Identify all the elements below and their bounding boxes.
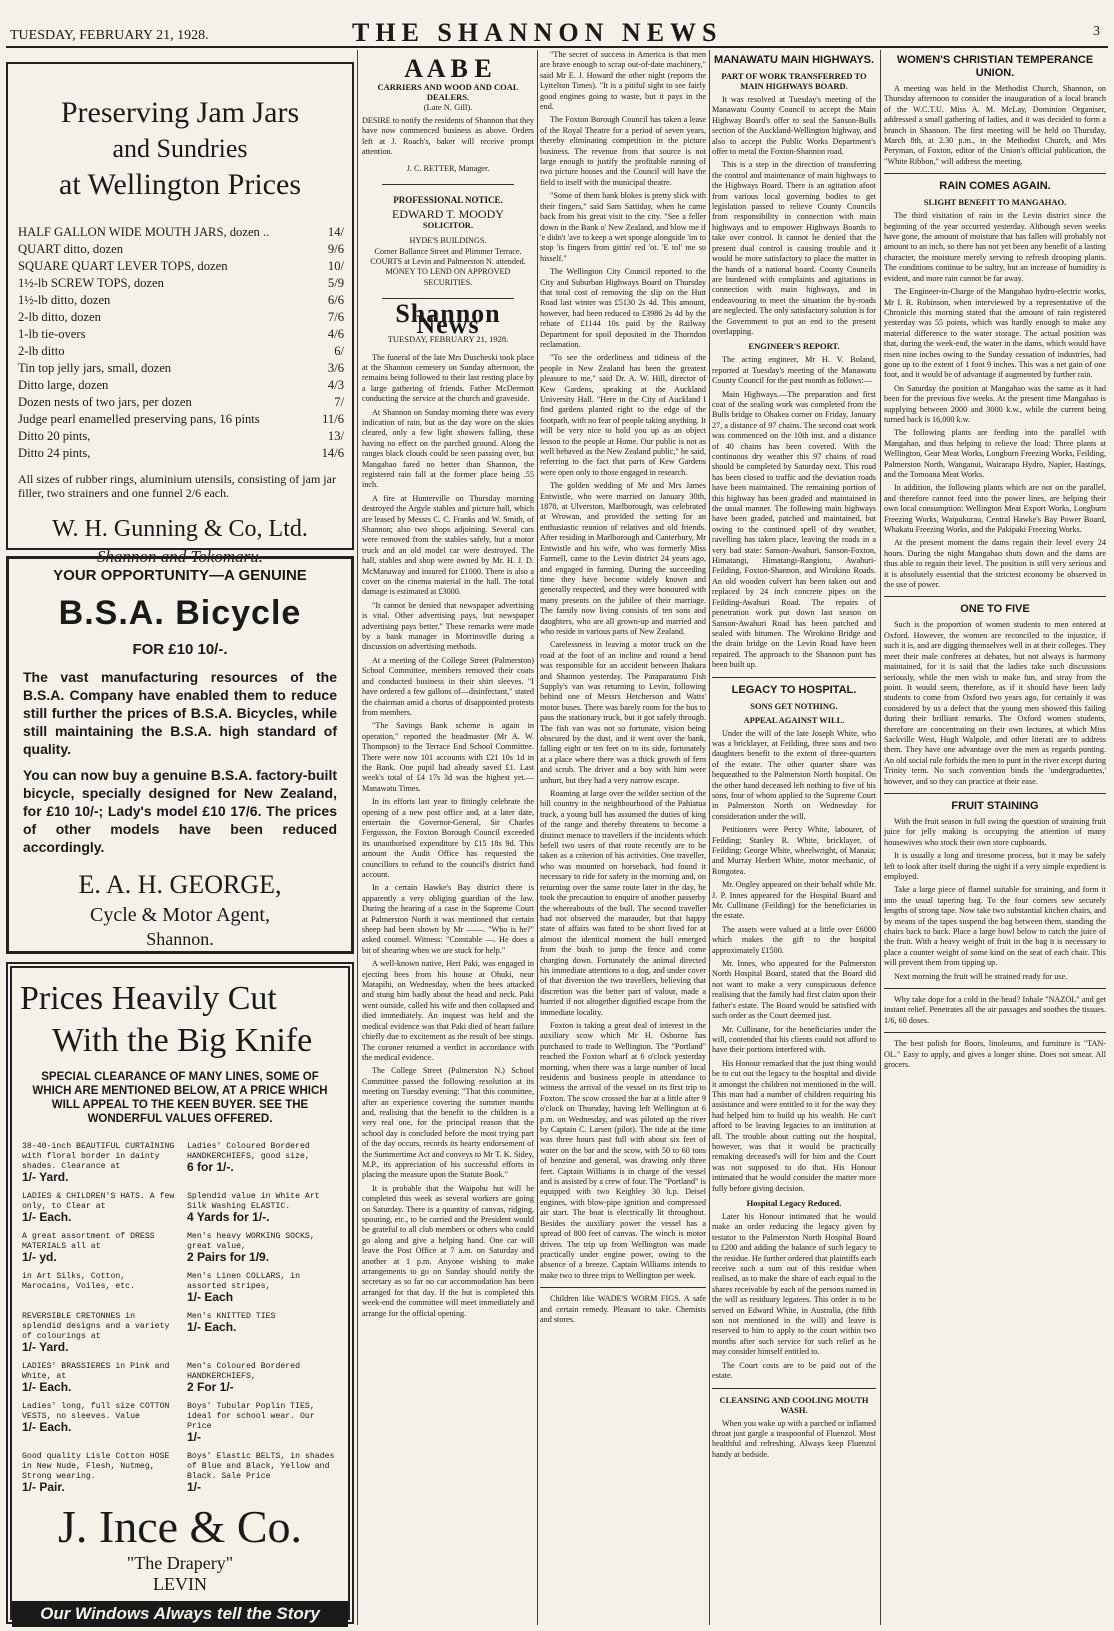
item-name: HALF GALLON WIDE MOUTH JARS, dozen .. [18,225,270,239]
advert-headline: Preserving Jam Jars [60,96,300,129]
article-body [712,729,876,1194]
paragraph: With the fruit season in full swing the question of straining fruit juice for jelly making is occupying the attention of many housewives who stock their own store cupboards. [884,816,1106,847]
clearance-item [22,1452,175,1492]
price-row [18,224,344,241]
clearance-item [22,1402,175,1442]
clearance-item-price: 2 Pairs for 1/9. [187,1250,270,1264]
article-headline: WOMEN'S CHRISTIAN TEMPERANCE UNION. [896,54,1094,79]
clearance-item [187,1312,340,1352]
paragraph: Roaming at large over the wilder section of the hill country in the neighbourhood of the Pahiatua track, a young bull has assumed the duties of king of the range and thereby threatens to become a distinct menace to travellers if the incidents which befell two users of that route recently are to be taken as a criterion of his activities. One traveller, who was mounted on horseback, had found it necessary to ride for safety in the morning and, on returning over the same route later in the day, he took the precaution to enquire of another passerby the whereabouts of the bull. The second traveller had not observed the marauder, but that happy state of affairs was fated to be short lived for at almost the identical moment the bull emerged from the bush to jump the fence and come charging down. Fortunately the animal directed his immediate attentions to a dog, and under cover of that diversion the two travellers, believing that discretion was the better part of valour, made a hurried if not altogether dignified escape from the immediate locality. [540,789,706,1017]
item-name: 1-lb tie-overs [18,327,86,341]
item-price: 7/6 [327,310,344,324]
clearance-item-text: Men's Coloured Bordered HANDKERCHIEFS, [187,1362,301,1381]
paragraph: The third visitation of rain in the Levin district since the beginning of the year occurred yesterday. Although seven weeks have gone, the amount of moisture that has fallen will probably not amount to an inch, so there has not yet been any benefit of a lasting character, the moisture merely serving to refresh drooping plants. The conditions continue to be sultry, but an increase of humidity is evident, and more rain cannot be far away. [884,211,1106,283]
solicitor-title: SOLICITOR. [422,219,474,230]
advert-subheadline: and Sundries [112,134,248,163]
article-body: Such is the proportion of women students to men entered at Oxford. However, the women are reconciled to the injustice, if such it is, and are digging themselves well in at their colleges. They meet their male confreres at debates, but not always is harmony maintained, for it is said that the ladies take such discussions seriously, while the men wish to make fun, and stray from the point. It would seem, therefore, as if it should have been lady students to come from Oxford two years ago, for certainly it was considered by us a defect that the young men showed this failing during their brilliant remarks. The Oxford women students, therefore are concentrating on their own lectures, at which Miss Sackville West, Hugh Walpole, and other literati are to address them. They have one advantage over the men as regards punting. An old social rule forbids the men to punt in the river except during Trinity term. No such convention binds the 'undergraduettes,' however, and so they can practice at their ease. [884,620,1106,786]
article-body [884,817,1106,982]
clearance-item-text: Boys' Tubular Poplin TIES, ideal for school wear. Our Price [187,1402,315,1431]
clearance-item [22,1192,175,1222]
article-body [884,211,1106,590]
masthead-date: TUESDAY, FEBRUARY 21, 1928. [10,28,209,43]
item-price: 9/6 [327,242,344,256]
clearance-item [187,1232,340,1262]
paragraph: Mr. Ongley appeared on their behalf while Mr. J. P. Innes appeared for the Hospital Board and Mr. Cullinane (Feilding) for the beneficiaries in the estate. [712,880,876,921]
article-body [712,1212,876,1382]
item-name: 1½-lb SCREW TOPS, dozen [18,276,164,290]
item-name: SQUARE QUART LEVER TOPS, dozen [18,259,228,273]
clearance-item-text: Boys' Elastic BELTS, in shades of Blue and Black, Yellow and Black. Sale Price [187,1452,335,1481]
advert-wades-worm-figs: Children like WADE'S WORM FIGS. A safe and certain remedy. Pleasant to take. Chemists and stores. [540,1294,706,1324]
advert-fluenzol: When you wake up with a parched or inflamed throat just gargle a teaspoonful of Fluenzol. Most healthful and refreshing. Always keep Fluenzol handy at bedside. [712,1418,876,1459]
paragraph: Later his Honour intimated that he would make an order reducing the legacy given by testator to the Palmerston North Hospital Board to £200 and adding the balance of such legacy to the residue. He further ordered that plaintiffs each receive such a sum out of this residue when realised, as to make the share of each equal to the shares receivable by each of the persons named in the will as residuary legatees. This order is to be served on Edward White, in Australia, (the fifth son not mentioned in the will) and leave is reserved to him to apply to the court within two months after such service for such relief as he may consider himself entitled to. [712,1212,876,1357]
item-name: Ditto large, dozen [18,378,109,392]
clearance-item-price: 1/- Each. [22,1380,72,1394]
divider [382,184,514,185]
masthead [0,0,1114,48]
solicitor-courts: COURTS at Levin and Palmerston N. attended. [370,257,526,267]
paragraph: In addition, the following plants which are not on the parallel, and therefore cannot feed into the power lines, are helping their own local consumption: Wellington Meat Export Works, Longburn Freezing Works, Waipukurau, Central Hawke's Bay Power Board, Whakatu Freezing Works, and the Pakipaki Freezing Works. [884,483,1106,535]
clearance-item [22,1232,175,1262]
item-name: 2-lb ditto [18,344,65,358]
paragraph: The golden wedding of Mr and Mrs James Entwistle, who were married on January 30th, 1878, at Ulverston, Marlborough, was celebrated at Wrowan, and provided the setting for an enthusiastic reunion of relatives and old friends. After residing in Marlborough and Canterbury, Mr Entwistle and his wife, who was formerly Miss Farmell, came to the Levin district 24 years ago, and engaged in farming. During the succeeding time they have become widely known and generally respected, and they were honoured with many presents on the jubilee of their marriage. The family now living consists of ten sons and daughters, who are all grown-up and married and who reside in various parts of New Zealand. [540,481,706,636]
clearance-item-text: Men's heavy WORKING SOCKS, great value, [187,1232,315,1251]
column-divider [709,50,710,1625]
paragraph: Carelessness in leaving a motor truck on the road at the foot of an incline and round a bend was responsible for an accident between Ihakara and Shannon yesterday. The Paraparaumu Fish Supply's van was returning to Levin, following behind one of Messrs Hetcherson and Watts' motor buses. There was barely room for the bus to pass the stationary truck, but it got safely through. The fish van was not so fortunate, vision being obscured by the dust, and it went over the bank, falling eight or ten feet on to its side, fortunately at a place where there was a thick growth of fern and scrub. The driver and a boy with him were unhurt, but they had a very narrow escape. [540,640,706,785]
paragraph: The acting engineer, Mr H. V. Boland, reported at Tuesday's meeting of the Manawatu County Council for the past month as follows:— [712,355,876,386]
paragraph: The assets were valued at a little over £6000 which makes the gift to the hospital approximately £1500. [712,924,876,955]
paragraph: In its efforts last year to fittingly celebrate the opening of a new post office and, at a later date, entertain the Governor-General, Sir Charles Fergusson, the Foxton Borough Council exceeded its unauthorised expenditure by £15 18s 9d. This amount the Audit Office has requested the councillors to refund to the council's district fund account. [362,797,534,879]
paragraph: "It cannot be denied that newspaper advertising is vital. Other advertising pays, but newspaper advertising pays better." These remarks were made by a bank manager in Morrinsville during a discussion on advertising methods. [362,600,534,652]
paragraph: The College Street (Palmerston N.) School Committee passed the following resolution at its meeting on Tuesday evening: "That this committee, after an experience covering the summer months and, realising that the benefit to the children is a very real one, for the principal reason that the school day is concluded before the most trying part of the day occurs, records its hearty endorsement of the Summertime Act and conveys to Mr T. K. Sidey, M.P., its appreciation of his successful efforts in placing the measure upon the Statute Book." [362,1066,534,1180]
paragraph: It is probable that the Waipohu hut will be completed this week as several workers are going on Saturday. There is a quantity of canvas, ridging, spouting, etc., to be carried and the President would be grateful to all club members or others who could go along and give a helping hand. One car will leave the Post Office at 7 a.m. on Saturday and another at 1 p.m. Anyone wishing to make arrangements to go on Sunday should notify the secretary as so far no car accommodation has been arranged for that day. If the hut is completed this week-end the committee will meet immediately and arrange for the official opening. [362,1183,534,1318]
article-body [712,95,876,337]
item-price: 14/6 [321,446,344,460]
masthead-rule [6,46,1108,48]
clearance-item-text: Splendid value in White Art Silk Washing ELASTIC. [187,1192,320,1211]
paragraph: The Court costs are to be paid out of the estate. [712,1360,876,1381]
editorial-date: TUESDAY, FEBRUARY 21, 1928. [387,334,509,345]
clearance-item-text: 38-40-inch BEAUTIFUL CURTAINING with floral border in dainty shades. Clearance at [22,1142,175,1171]
advert-aabe-subtitle: CARRIERS AND WOOD AND COAL DEALERS. [377,82,519,102]
advert-tagline: "The Drapery" [126,1553,234,1573]
clearance-item [187,1192,340,1222]
advert-aabe-late: (Late N. Gill). [423,102,473,112]
divider [712,677,876,678]
clearance-item-text: LADIES' BRASSIERES in Pink and White, at [22,1362,170,1381]
paragraph: It was resolved at Tuesday's meeting of the Manawatu County Council to accept the Main Highway Board's offer to seal the Sanson-Bulls section of the Auckland-Wellington highway, and also to accept the Public Works Department's offer to metal the Foxton-Shannon road. [712,95,876,157]
advert-aabe-notice: DESIRE to notify the residents of Shannon that they have now commenced business as above. Orders left at J. Roach's, baker will receive prompt attention. [362,116,534,157]
clearance-item-text: A great assortment of DRESS MATERIALS all at [22,1232,155,1251]
clearance-item-text: REVERSIBLE CRETONNES in splendid designs and a variety of colourings at [22,1312,170,1341]
price-row [18,428,344,445]
item-price: 7/ [334,395,344,409]
item-price: 11/6 [322,412,344,426]
column-divider [357,50,358,1625]
news-paragraphs [540,50,706,1281]
solicitor-building: HYDE'S BUILDINGS. [409,236,487,246]
paragraph: The Wellington City Council reported to the City and Suburban Highways Board on Thursday that total cost of removing the slip on the Hutt Road last winter was £5130 2s 4d. This amount, however, had been reduced to £3986 2s 4d by the rebate of £1144 10s paid by the Railway Department for spoil deposited in the Thorndon reclamation. [540,267,706,349]
clearance-item-price: 1/- Yard. [22,1170,69,1184]
paragraph: Foxton is taking a great deal of interest in the auxiliary scow which Mr H. Osborne has purchased to trade to Wellington. The "Portland" reached the Foxton wharf at 6 o'clock yesterday morning, when there was a large number of local residents and business people in attendance to witness the arrival of the vessel on its first trip to Foxton. The scow crossed the bar at a little after 9 o'clock on Thursday, having left Wellington at 6 p.m. on Wednesday, and was piloted up the river by Captain C. Larsen (pilot). The tide at the time was three hours past full with about six feet of water on the bar and the scow, with 50 to 60 tons of benzine and general, was drawing only three feet. Captain Williams is in charge of the vessel and is assisted by a crew of four. The "Portland" is equipped with two Keighley 30 h.p. Deisel engines, with blow-pipe ignition and compressed air start. The boat is electrically lit throughout. Besides the auxiliary power the vessel has a spread of 800 feet of canvas. The winch is motor driven. The trip up from Wellington was made practically under engine power, owing to the absence of a breeze. Captain Williams intends to make two to three trips to Wellington per week. [540,1020,706,1280]
price-row [18,343,344,360]
clearance-item-price: 6 for 1/-. [187,1160,234,1174]
advert-headline: With the Big Knife [52,1022,313,1059]
clearance-item [22,1312,175,1352]
clearance-item-price: 1/- Each. [187,1320,237,1334]
solicitor-money: MONEY TO LEND ON APPROVED SECURITIES. [385,267,511,287]
price-row [18,394,344,411]
advert-aabe-signature: J. C. RETTER, Manager. [406,163,490,173]
divider [540,1287,706,1288]
item-price: 5/9 [327,276,344,290]
clearance-item-price: 1/- Each. [22,1420,72,1434]
paragraph: At the present moment the dams regain their level every 24 hours. During the night Mangahao shuts down and the dams are thus able to regain their level. The position is still very serious and it is absolutely essential that the strictest economy be observed in the use of power. [884,538,1106,590]
advert-nazol: Why take dope for a cold in the head? Inhale "NAZOL" and get instant relief. Penetrates all the air passages and soothes the tissues. 1/6, 60 doses. [884,995,1106,1025]
solicitor-address: Corner Ballance Street and Plimmer Terrace. [374,246,522,256]
clearance-item-price: 1/- [187,1430,202,1444]
clearance-item-price: 1/- yd. [22,1250,57,1264]
clearance-item [22,1142,175,1182]
article-headline: LEGACY TO HOSPITAL. [731,683,857,696]
item-price: 6/ [334,344,344,358]
paragraph: On Saturday the position at Mangahao was the same as it had been for the previous five weeks. At the present time Mangahao is supplying between 2000 and 3000 k.w., while the current being turned back is 16,000 k.w. [884,383,1106,424]
advert-jam-jars [6,62,354,566]
paragraph: "Some of them bank blokes is pretty slick with their fingers," said Sam Sattiday, when he came back from his great visit to the city. "See a feller down in the Bank o' New Zealand, and blow me if 'e didn't 'ave to keep a wet sponge alongside 'im to stop 'is fingers from gittin' red 'ot. 'E tol' me so hisself." [540,191,706,263]
solicitor-name: EDWARD T. MOODY [392,207,504,222]
paragraph: "The Savings Bank scheme is again in operation," reported the headmaster (Mr A. W. Thompson) to the Terrace End School Committee. There were now 101 accounts with £21 10s 1d in the Bank. One pupil had already saved £1. Last week's total of £4 17s 3d was the highest yet.—Manawatu Times. [362,721,534,793]
page-number: 3 [1093,24,1100,39]
clearance-item-text: Men's Linen COLLARS, in assorted stripes, [187,1272,301,1291]
divider [712,1388,876,1389]
item-price: 14/ [327,225,344,239]
item-name: 2-lb ditto, dozen [18,310,101,324]
item-price: 10/ [327,259,344,273]
article-headline: RAIN COMES AGAIN. [939,180,1051,193]
news-paragraphs [362,353,534,1320]
divider [884,1032,1106,1033]
divider [884,596,1106,597]
paragraph: Mr. Cullinane, for the beneficiaries under the will, contended that his clients could not afford to have their portions interfered with. [712,1024,876,1055]
column-divider [537,50,538,1625]
clearance-item [187,1272,340,1302]
paragraph: The funeral of the late Mrs Duscheski took place at the Shannon cemetery on Sunday afternoon, the remains being followed to their last resting place by a large gathering of friends. Father McDermott conducting the service at the church and graveside. [362,352,534,404]
item-name: Dozen nests of two jars, per dozen [18,395,192,409]
clearance-item-price: 2 For 1/- [187,1380,234,1394]
price-row [18,445,344,462]
advert-slogan-bar: Our Windows Always tell the Story [12,1601,348,1627]
advert-locations: Shannon and Tokomaru. [96,547,264,566]
item-price: 4/3 [327,378,344,392]
item-name: 1½-lb ditto, dozen [18,293,111,307]
price-row [18,241,344,258]
advert-firm-name: W. H. Gunning & Co, Ltd. [52,516,308,542]
advert-headline: Prices Heavily Cut [20,980,277,1017]
paragraph: "To see the orderliness and tidiness of the people in New Zealand has been the greatest pleasure to me," said Dr. A. W. Hill, director of Kew Gardens, speaking at the Auckland University Hall. "Here in the City of Auckland I find gardens planted right to the edge of the footpath, with no fear of people taking anything. It will be very nice to hold you up as an object lesson to the people at Home. Our public is not as well behaved as the New Zealand public," he said, referring to the fact that parts of Kew Gardens were open only to those engaged in research. [540,353,706,477]
paragraph: Under the will of the late Joseph White, who was a bricklayer, at Feilding, three sons and two daughters benefit to the extent of three-quarters of the estate. The other quarter share was bequeathed to the Palmerston North hospital. On the other hand deceased left nothing to five of his sons, four of whom applied to the Supreme Court in Palmerston North on Wednesday for consideration under the will. [712,728,876,821]
divider [884,988,1106,989]
column-divider [880,50,881,1625]
paragraph: The Foxton Borough Council has taken a lease of the Royal Theatre for a period of seven years, thereby eliminating competition in the picture business. The revenue from that source is not large enough to justify the profitable running of two picture houses and the Council will have the field to itself with the municipal theatre. [540,115,706,187]
clearance-item [22,1272,175,1302]
item-price: 3/6 [327,361,344,375]
newspaper-nameplate: Shannon News [395,299,501,339]
advert-price: FOR £10 10/-. [132,641,228,658]
clearance-list [22,1142,340,1492]
paragraph: In a certain Hawke's Bay district there is apparently a very obliging guardian of the law. During the hearing of a case in the Supreme Court at Palmerston North it was mentioned that certain sheep had been shown by Mr ——. "Who is he?" asked counsel. Witness: "Constable —. He does a bit of shearing when we are stuck for help." [362,883,534,955]
advert-subheadline: SPECIAL CLEARANCE OF MANY LINES, SOME OF WHICH ARE MENTIONED BELOW, AT A PRICE WHICH WILL APPEAL TO THE KEEN BUYER. SEE THE WONDERFUL VALUES OFFERED. [32,1071,328,1125]
clearance-item-price: 1/- [187,1480,202,1494]
advert-product: B.S.A. Bicycle [58,594,302,632]
advert-headline: YOUR OPPORTUNITY—A GENUINE [53,567,307,584]
item-name: QUART ditto, dozen [18,242,123,256]
advert-ince-drapery [6,962,354,1624]
price-row [18,309,344,326]
advert-subheadline: at Wellington Prices [59,168,301,201]
clearance-item [187,1452,340,1492]
price-row [18,360,344,377]
clearance-item-text: Men's KNITTED TIES [187,1312,276,1321]
advert-agent: Cycle & Motor Agent, [90,904,270,926]
item-name: Judge pearl enamelled preserving pans, 16 pints [18,412,260,426]
item-name: Tin top jelly jars, small, dozen [18,361,172,375]
clearance-item [187,1142,340,1182]
article-body: A meeting was held in the Methodist Church, Shannon, on Thursday afternoon to consider the inauguration of a local branch of the W.C.T.U. Miss A. M. McLay, Dominion Organiser, addressed a small gathering of ladies, and it was decided to form a branch in Shannon. The first meeting will be held on Thursday, March 8th, at 2.30 p.m., in the Methodist Church, and Mrs Peryman, of Foxton, editor of the Union's official publication, the "White Ribbon," will address the meeting. [884,84,1106,166]
paragraph: Mr. Innes, who appeared for the Palmerston North Hospital Board, stated that the Board did not want to make a very conspicuous defence realising that the family had first claim upon their father's estate. The Board would be satisfied with such order as the Court deemed just. [712,959,876,1021]
advert-firm-name: E. A. H. GEORGE, [78,870,282,899]
clearance-item [22,1362,175,1392]
paragraph: "The secret of success in America is that men are brave enough to scrap out-of-date machinery," said Mr E. J. Howard the other night (reports the Lyttelton Times). "It is a pitiful sight to see fairly good engines going to waste, but it pays in the end. [540,50,706,112]
article-headline: FRUIT STAINING [951,799,1039,812]
column-4 [712,50,876,1625]
price-row [18,258,344,275]
price-list [18,224,344,462]
clearance-item-text: Ladies' long, full size COTTON VESTS, no sleeves. Value [22,1402,170,1421]
paragraph: At a meeting of the College Street (Palmerston) School Committee, members removed their coats and conducted business in their shirt sleeves. "I have ordered a few gallons of—disinfectant," stated the chairman amid a chorus of disappointed protests from members. [362,655,534,717]
clearance-item-text: in Art Silks, Cotton, Marocains, Voiles, etc. [22,1272,136,1291]
clearance-item-price: 1/- Pair. [22,1480,65,1494]
article-body [712,355,876,670]
price-row [18,411,344,428]
price-row [18,275,344,292]
paragraph: Take a large piece of flannel suitable for straining, and form it into the usual tapering bag. To the four corners sew securely lengths of strong tape. Now take two substantial kitchen chairs, and by means of the tapes suspend the bag between them, standing the chairs back to back. Place a large bowl below to catch the juice of the fruit. With a heavy weight of fruit in the bag it is necessary to place a counter weight of some kind on the seat of each chair. This will prevent them from tipping up. [884,885,1106,968]
clearance-item [187,1402,340,1442]
advert-note: All sizes of rubber rings, aluminium utensils, consisting of jam jar filler, two strainers and one funnel 2/6 each. [18,472,336,500]
advert-bsa-bicycle [6,556,354,954]
item-price: 13/ [327,429,344,443]
item-name: Ditto 20 pints, [18,429,91,443]
paragraph: The following plants are feeding into the parallel with Mangahao, and thus helping to relieve the load: Three plants at Wellington, Gear Meat Works, Longburn Freezing Works, Feilding, Palmerston North, Wanganui, Wairarapa Hydro, Napier, Hastings, and the Tomoana Meat Works. [884,428,1106,479]
paragraph: This is a step in the direction of transferring the control and maintenance of main highways to the Highways Board. There is an agitation afoot from various local governing bodies to get legislation passed to relieve County Councils from responsibility in connection with main highways and to empower Highways Boards to take over control. It cannot be denied that the present dual control is causing trouble and it would be more satisfactory to place the matter in the hands of a national board. County Councils are burdened with complaints and agitations in connection with main highways, and in endeavouring to meet the situation the by-roads are neglected. The only satisfactory solution is for the Government to put an end to the present overlapping. [712,160,877,336]
advert-town: LEVIN [153,1574,207,1594]
column-3 [540,50,706,1625]
column-2 [362,50,534,1625]
article-headline: MANAWATU MAIN HIGHWAYS. [713,54,875,66]
clearance-item-price: 1/- Each. [22,1210,72,1224]
clearance-item [187,1362,340,1392]
item-price: 6/6 [327,293,344,307]
price-row [18,326,344,343]
paragraph: His Honour remarked that the just thing would be to cut out the legacy to the hospital and divide it amongst the children not mentioned in the will. This man had a number of children requiring his assistance and were entitled to it for the way they had helped him to build up his wealth. He can't afford to be leaving legacies to an institution at all. The trouble about cutting out the hospital, however, was that it would be practically remaking deceased's will for him and the Court was not supposed to do that. His Honour intimated that he would consider the matter more fully before giving decision. [712,1058,876,1193]
paragraph: Petitioners were Percy White, labourer, of Feilding; Stanley R. White, bricklayer, of Feilding; George White, wheelwright, of Manaia; and Murray Herbert White, motor mechanic, of Rongotea. [712,825,876,876]
paragraph: At Shannon on Sunday morning there was every indication of rain, but as the day wore on the skies cleared, only a few light showers falling, these having no effect on the parched ground. Along the ranges black clouds could be seen passing over, but Mangahao fared no better than Shannon, the registered rain fall at the former place being .55 inch. [362,407,534,490]
divider [884,793,1106,794]
advert-town: Shannon. [146,929,214,949]
paragraph: It is usually a long and tiresome process, but it may be safely left to look after itself during the night if a very simple expedient is employed. [884,851,1106,881]
section-heading: Hospital Legacy Reduced. [746,1198,842,1208]
clearance-item-text: LADIES & CHILDREN'S HATS. A few only, to Clear at [22,1192,175,1211]
clearance-item-text: Good quality Lisle Cotton HOSE in New Nude, Flesh, Nutmeg, Strong wearing. [22,1452,170,1481]
paragraph: A well-known native, Heri Paki, was engaged in ejecting bees from his house at Ohuki, near Matapihi, on Wednesday, when the bees attacked and stung him badly about the head and neck. Paki went outside, called his wife and then collapsed and died immediately. An inquest was held and the medical evidence was that Paki died of heart failure chiefly due to excitement as the result of bee stings. The coroner returned a verdict in accordance with the medical evidence. [362,959,534,1062]
advert-body: You can now buy a genuine B.S.A. factory-built bicycle, specially designed for New Zealand, for £10 10/-; Lady's model £10 17/6. The prices of other models have been reduced accordingly. [23,767,337,855]
price-row [18,377,344,394]
article-headline: ONE TO FIVE [960,603,1030,616]
clearance-item-price: 4 Yards for 1/-. [187,1210,270,1224]
professional-notice-heading: PROFESSIONAL NOTICE. [393,195,503,206]
divider [884,173,1106,174]
section-heading: ENGINEER'S REPORT. [748,341,840,352]
clearance-item-price: 1/- Yard. [22,1340,69,1354]
advert-aabe-title: A A B E [404,54,492,83]
advert-firm-name: J. Ince & Co. [57,1501,302,1552]
article-subheadline: SLIGHT BENEFIT TO MANGAHAO. [923,197,1067,208]
paragraph: Main Highways.—The preparation and first coat of the sealing work was completed from the Bulls bridge to Ohakea corner on Friday, January 27, a distance of 97 chains. The second coat work was commenced on the 10th inst. and a distance of 40 chains has been covered. With the continuous dry weather this 97 chains of road should be completed by Saturday next. This road has been closed to traffic and the deviation roads have been maintained. The remaining portion of this highway has been graded and maintained in the usual manner. The following main highways have been graded, patched and maintained, but owing to the continued spell of dry weather, ravelling has taken place, leaving the roads in a very bad state: Sanson-Awahuri, Sanson-Foxton, Himatangi, Himatangi-Rangiotu, Awahuri-Feilding, Foxton-Shannon, and Wirokino Roads. An old wooden culvert has been taken out and replaced by 24 inch concrete pipes on the Feilding-Awahuri Road. The repairs of penetration work put down last season on Sanson-Awahuri Road has been patched and sealed with bitumen. The Wirokino Bridge and the drain bridge on the Levin Road have been repaired. The approach to the Shannon punt has been built up. [712,389,876,670]
article-subheadline: PART OF WORK TRANSFERRED TO MAIN HIGHWAYS BOARD. [721,71,867,91]
clearance-item-price: 1/- Each [187,1290,234,1304]
article-subheadline: APPEAL AGAINST WILL. [743,714,845,725]
advert-body: The vast manufacturing resources of the B.S.A. Company have enabled them to reduce still further the prices of B.S.A. Bicycles, while still maintaining the B.S.A. high standard of quality. [23,669,337,757]
price-row [18,292,344,309]
column-5 [884,50,1106,1625]
clearance-item-text: Ladies' Coloured Bordered HANDKERCHIEFS, good size, [187,1142,310,1161]
paragraph: The Engineer-in-Charge of the Mangahao hydro-electric works, Mr I. R. Robinson, when interviewed by a representative of the Chronicle this morning stated that the amount of rain registered yesterday was 55 points, which was hardly enough to make any material difference to the water storage. The actual position was that, during the week-end, the water in the dams, which would have risen nine inches owing to the Sunday cessation of industries, had gone up to the extent of 1 foot 9 inches. This was a net gain of one foot, and it would be of advantage if augmented by further rain. [884,287,1106,380]
item-price: 4/6 [327,327,344,341]
advert-headline: CLEANSING AND COOLING MOUTH WASH. [719,1394,869,1415]
item-name: Ditto 24 pints, [18,446,91,460]
paragraph: Next morning the fruit will be strained ready for use. [894,971,1068,981]
advert-tan-ol: The best polish for floors, linoleums, and furniture is "TAN-OL." Easy to apply, and gives a longer shine. Does not smear. All grocers. [884,1039,1106,1070]
paragraph: A fire at Hunterville on Thursday morning destroyed the Argyle stables and picture hall, which are leased by Messrs C. C. Franks and W. Smith, of Shannon; also two shops adjoining. Several cars were removed from the stables safely, but a motor truck and an old model car were destroyed. The hall, stables and shop were owned by Mr. H. J. D. McManaway and insured for £1000. There is also a cover on the cinema material in the hall. The total damage is estimated at £3000. [362,493,534,597]
masthead-title: THE SHANNON NEWS [352,18,723,47]
article-subheadline: SONS GET NOTHING. [750,700,838,711]
